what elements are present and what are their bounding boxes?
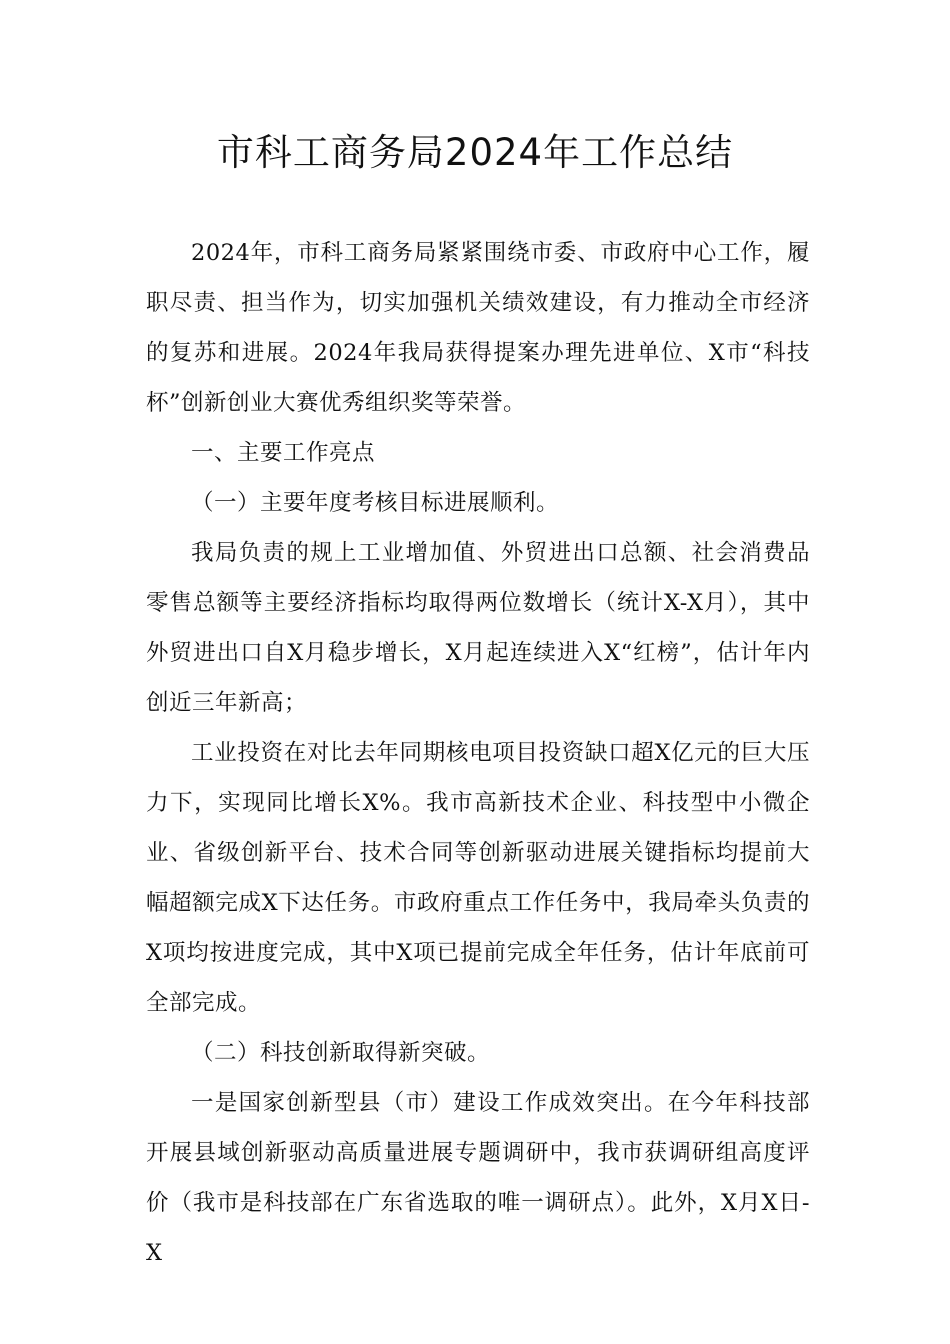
paragraph-investment: 工业投资在对比去年同期核电项目投资缺口超X亿元的巨大压力下，实现同比增长X%。我市高新技术企业、科技型中小微企业、省级创新平台、技术合同等创新驱动进展关键指标均提前大幅超额完成X下达任务。市政府重点工作任务中，我局牵头负责的X项均按进度完成，其中X项已提前完成全年任务，估计年底前可全部完成。 [146, 740, 810, 1016]
document-title: 市科工商务局2024年工作总结 [216, 131, 734, 174]
subsection-heading-innovation: （二）科技创新取得新突破。 [191, 1040, 491, 1066]
paragraph-indicators: 我局负责的规上工业增加值、外贸进出口总额、社会消费品零售总额等主要经济指标均取得两位数增长（统计X-X月），其中外贸进出口自X月稳步增长，X月起连续进入X“红榜”，估计年内创近三年新高； [146, 540, 810, 716]
paragraph-innovation-county: 一是国家创新型县（市）建设工作成效突出。在今年科技部开展县域创新驱动高质量进展专题调研中，我市获调研组高度评价（我市是科技部在广东省选取的唯一调研点）。此外，X月X日-X [146, 1090, 810, 1266]
subsection-heading-targets: （一）主要年度考核目标进展顺利。 [191, 490, 560, 516]
section-heading-highlights: 一、主要工作亮点 [191, 440, 376, 466]
paragraph-intro: 2024年，市科工商务局紧紧围绕市委、市政府中心工作，履职尽责、担当作为，切实加强机关绩效建设，有力推动全市经济的复苏和进展。2024年我局获得提案办理先进单位、X市“科技杯”创新创业大赛优秀组织奖等荣誉。 [146, 240, 810, 416]
document-body [146, 228, 810, 1278]
